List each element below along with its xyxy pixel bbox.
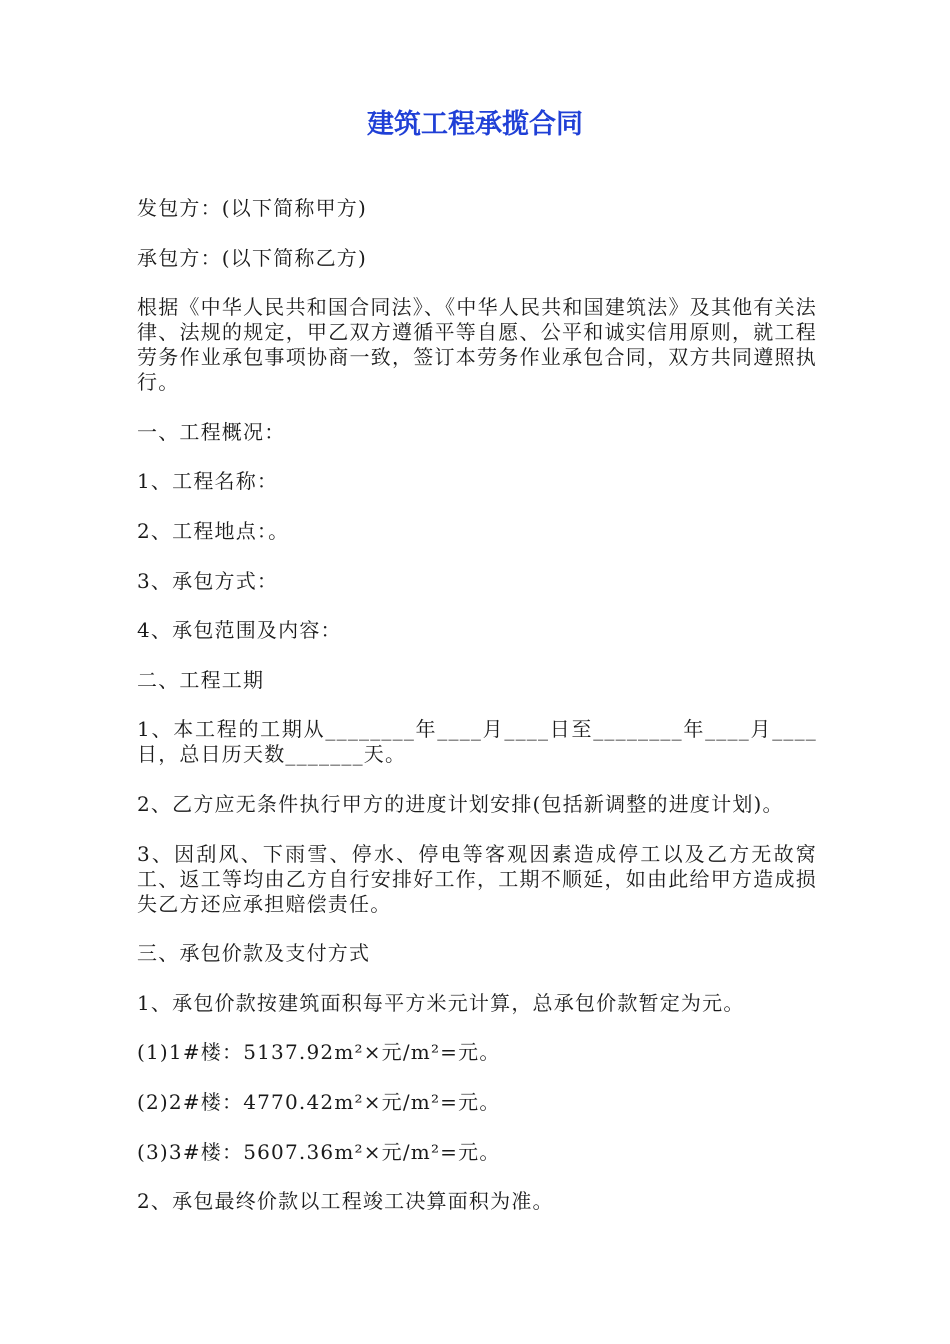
document-body bbox=[137, 196, 817, 1239]
price-item-building-3: (3)3#楼：5607.36m²×元/m²=元。 bbox=[137, 1139, 501, 1164]
section-heading-2: 二、工程工期 bbox=[137, 667, 265, 692]
clause-final-price: 2、承包最终价款以工程竣工决算面积为准。 bbox=[137, 1189, 554, 1214]
clause-project-name: 1、工程名称： bbox=[137, 469, 279, 494]
clause-schedule-delay: 3、因刮风、下雨雪、停水、停电等客观因素造成停工以及乙方无故窝工、返工等均由乙方自行安排好工作，工期不顺延，如由此给甲方造成损失乙方还应承担赔偿责任。 bbox=[137, 841, 817, 916]
party-a-line: 发包方：(以下简称甲方) bbox=[137, 196, 368, 220]
clause-price-basis: 1、承包价款按建筑面积每平方米元计算，总承包价款暂定为元。 bbox=[137, 990, 745, 1015]
section-heading-3: 三、承包价款及支付方式 bbox=[137, 941, 371, 966]
document-title: 建筑工程承揽合同 bbox=[367, 109, 583, 140]
clause-contract-scope: 4、承包范围及内容： bbox=[137, 618, 342, 643]
clause-schedule-period: 1、本工程的工期从________年____月____日至________年____月____日，总日历天数_______天。 bbox=[137, 717, 817, 767]
clause-project-location: 2、工程地点：。 bbox=[137, 518, 290, 543]
price-item-building-1: (1)1#楼：5137.92m²×元/m²=元。 bbox=[137, 1040, 501, 1065]
clause-schedule-plan: 2、乙方应无条件执行甲方的进度计划安排(包括新调整的进度计划)。 bbox=[137, 791, 784, 816]
section-heading-1: 一、工程概况： bbox=[137, 419, 286, 444]
price-item-building-2: (2)2#楼：4770.42m²×元/m²=元。 bbox=[137, 1089, 501, 1114]
party-b-line: 承包方：(以下简称乙方) bbox=[137, 245, 368, 270]
preamble-paragraph: 根据《中华人民共和国合同法》、《中华人民共和国建筑法》及其他有关法律、法规的规定，甲乙双方遵循平等自愿、公平和诚实信用原则，就工程劳务作业承包事项协商一致，签订本劳务作业承包合同，双方共同遵照执行。 bbox=[137, 295, 817, 395]
clause-contract-method: 3、承包方式： bbox=[137, 568, 279, 593]
